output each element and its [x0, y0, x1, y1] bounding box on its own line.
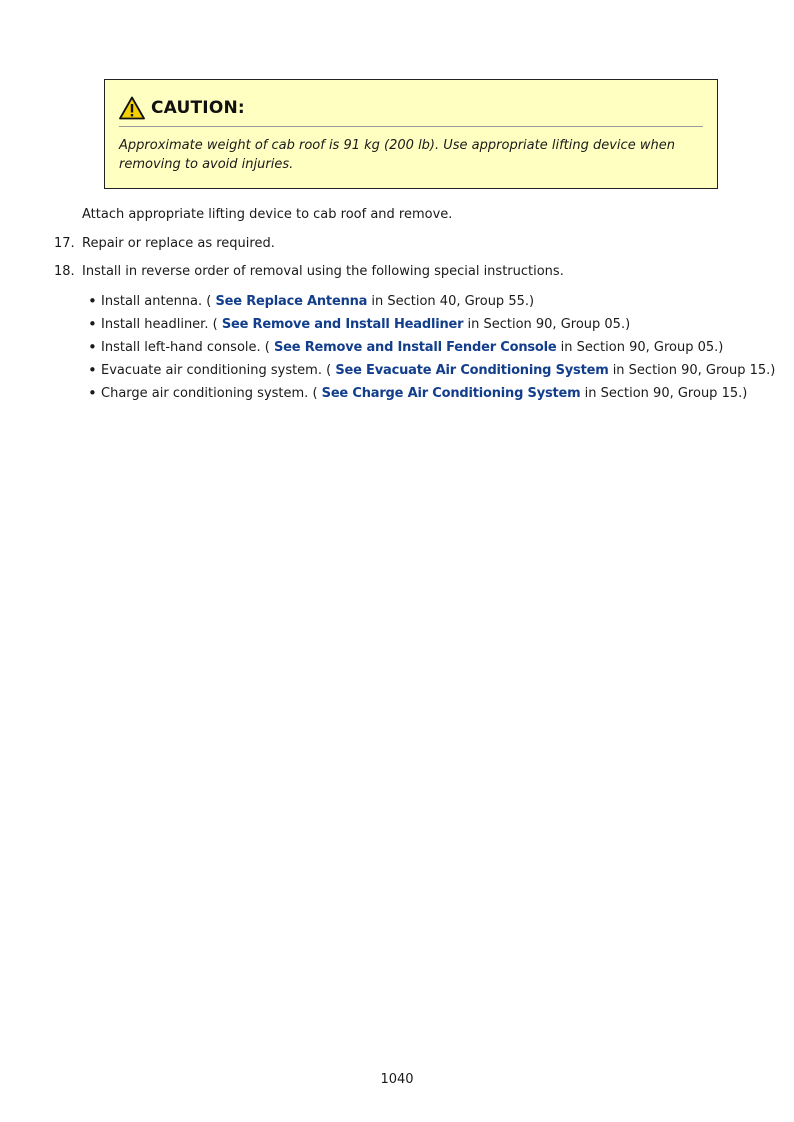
- step-text: Repair or replace as required.: [82, 236, 275, 251]
- link-evacuate-ac-system[interactable]: See Evacuate Air Conditioning System: [335, 363, 609, 378]
- bullet-text: Install antenna. (: [101, 294, 216, 309]
- bullet-text: Install left-hand console. (: [101, 340, 274, 355]
- step-number: 17.: [54, 236, 75, 251]
- bullet-text-suffix: in Section 90, Group 15.): [608, 363, 776, 378]
- bullet-text-suffix: in Section 90, Group 05.): [556, 340, 724, 355]
- caution-text: Approximate weight of cab roof is 91 kg (200 lb). Use appropriate lifting device when removing to avoid injuries.: [119, 138, 675, 172]
- bullet-text: Charge air conditioning system. (: [101, 386, 322, 401]
- bullet-text: Install headliner. (: [101, 317, 222, 332]
- bullet-icon: •: [88, 292, 97, 310]
- list-item-headliner: [88, 315, 775, 338]
- bullet-text: Evacuate air conditioning system. (: [101, 363, 336, 378]
- caution-header: [119, 94, 703, 122]
- warning-triangle-icon: [119, 96, 145, 120]
- link-replace-antenna[interactable]: See Replace Antenna: [215, 294, 368, 309]
- list-item-antenna: [88, 292, 775, 315]
- caution-title: CAUTION:: [151, 98, 245, 118]
- bullet-icon: •: [88, 384, 97, 402]
- caution-box: [104, 79, 718, 189]
- bullet-text-suffix: in Section 90, Group 15.): [580, 386, 748, 401]
- bullet-icon: •: [88, 315, 97, 333]
- link-remove-install-fender-console[interactable]: See Remove and Install Fender Console: [274, 340, 557, 355]
- list-item-charge-ac: [88, 384, 775, 407]
- bullet-text-suffix: in Section 40, Group 55.): [367, 294, 535, 309]
- step-number: 18.: [54, 264, 75, 279]
- link-charge-ac-system[interactable]: See Charge Air Conditioning System: [321, 386, 581, 401]
- step-text: Install in reverse order of removal using the following special instructions.: [82, 264, 564, 279]
- list-item-console: [88, 338, 775, 361]
- bullet-text-suffix: in Section 90, Group 05.): [463, 317, 631, 332]
- bullet-icon: •: [88, 338, 97, 356]
- list-item-evacuate-ac: [88, 361, 775, 384]
- link-remove-install-headliner[interactable]: See Remove and Install Headliner: [221, 317, 464, 332]
- bullet-icon: •: [88, 361, 97, 379]
- step-17: [54, 236, 275, 251]
- caution-divider: [119, 126, 703, 127]
- page-number: 1040: [380, 1072, 414, 1087]
- instruction-bullet-list: [88, 292, 775, 407]
- intro-paragraph: Attach appropriate lifting device to cab roof and remove.: [82, 207, 453, 222]
- step-18: [54, 264, 564, 279]
